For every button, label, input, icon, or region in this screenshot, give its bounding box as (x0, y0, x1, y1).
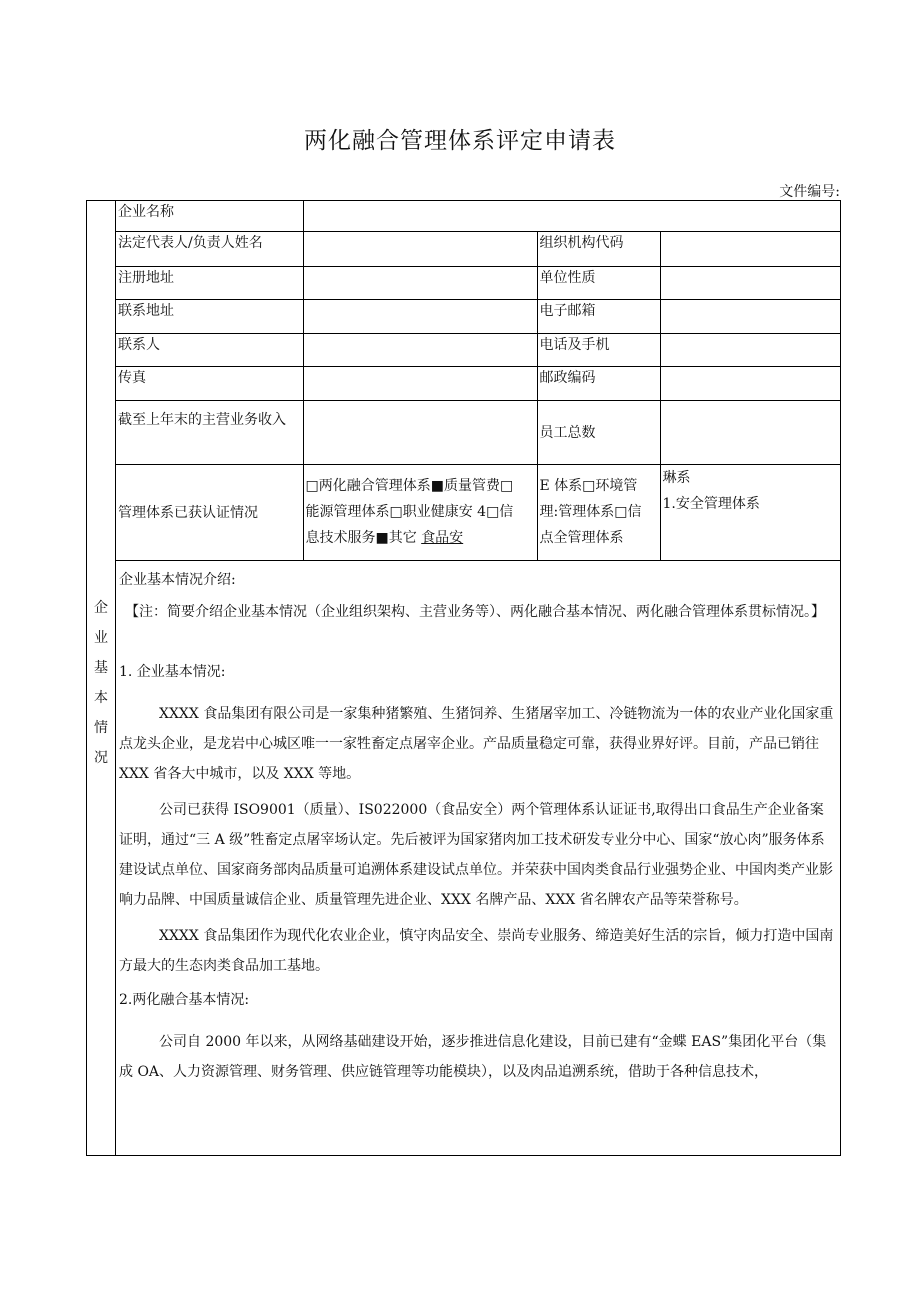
phone-label: 电话及手机 (537, 333, 660, 366)
table-row (116, 201, 841, 231)
company-intro-section (116, 560, 841, 1156)
company-name-field[interactable] (303, 201, 841, 231)
table-row (116, 366, 841, 400)
reg-address-label: 注册地址 (116, 266, 303, 299)
cert-options-col1: □两化融合管理体系■质量管费□ 能源管理体系□职业健康安 4□信 息技术服务■其它 食品安 (303, 464, 537, 560)
page-title: 两化融合管理体系评定申请表 (304, 128, 616, 154)
phone-field[interactable] (660, 333, 841, 366)
fax-field[interactable] (303, 366, 537, 400)
table-row (116, 333, 841, 366)
unit-nature-label: 单位性质 (537, 266, 660, 299)
contact-address-label: 联系地址 (116, 299, 303, 333)
section-1-paragraph: XXXX 食品集团有限公司是一家集种猪繁殖、生猪饲养、生猪屠宰加工、冷链物流为一体的农业产业化国家重点龙头企业，是龙岩中心城区唯一一家牲畜定点屠宰企业。产品质量稳定可靠，获得业界好评。目前，产品已销往 XXX 省各大中城市，以及 XXX 等地。 (119, 706, 834, 782)
table-row (116, 464, 841, 560)
org-code-label: 组织机构代码 (537, 231, 660, 266)
other-cert-value: 食品安 (421, 529, 464, 546)
intro-heading: 企业基本情况介绍: (119, 572, 236, 588)
section-1-paragraph: 公司已获得 ISO9001（质量）、IS022000（食品安全）两个管理体系认证证书,取得出口食品生产企业备案证明，通过“三 A 级”牲畜定点屠宰场认定。先后被评为国家猪肉加工技术研发专业分中心、国家“放心肉”服务体系建设试点单位、国家商务部肉品质量可追溯体系建设试点单位。并荣获中国肉类食品行业强势企业、中国肉类产业影响力品牌、中国质量诚信企业、质量管理先进企业、XXX 名牌产品、XXX 省名牌农产品等荣誉称号。 (119, 802, 833, 908)
org-code-field[interactable] (660, 231, 841, 266)
side-column (87, 201, 116, 1155)
legal-rep-field[interactable] (303, 231, 537, 266)
info-table (116, 201, 841, 561)
cert-status-label: 管理体系已获认证情况 (116, 464, 303, 560)
table-row (116, 266, 841, 299)
company-name-label: 企业名称 (116, 201, 303, 231)
email-label: 电子邮箱 (537, 299, 660, 333)
email-field[interactable] (660, 299, 841, 333)
cert-options-col2: E 体系□环境管 理:管理体系□信 点全管理体系 (537, 464, 660, 560)
section-2-paragraph: 公司自 2000 年以来，从网络基础建设开始，逐步推进信息化建设，目前已建有“金蝶 EAS”集团化平台（集成 OA、人力资源管理、财务管理、供应链管理等功能模块），以及肉品追溯系统，借助于各种信息技术， (119, 1034, 827, 1080)
contact-address-field[interactable] (303, 299, 537, 333)
contact-person-field[interactable] (303, 333, 537, 366)
reg-address-field[interactable] (303, 266, 537, 299)
employees-field[interactable] (660, 400, 841, 464)
employees-label: 员工总数 (537, 400, 660, 464)
section-1-title: 1. 企业基本情况: (119, 664, 226, 680)
table-row (116, 400, 841, 464)
document-number-label: 文件编号: (779, 184, 840, 200)
table-row (116, 231, 841, 266)
fax-label: 传真 (116, 366, 303, 400)
application-form (86, 200, 841, 1156)
unit-nature-field[interactable] (660, 266, 841, 299)
cert-options-col3: 琳系 1.安全管理体系 (660, 464, 841, 560)
revenue-label: 截至上年末的主营业务收入 (116, 400, 303, 464)
intro-note: 【注：简要介绍企业基本情况（企业组织架构、主营业务等）、两化融合基本情况、两化融合管理体系贯标情况。】 (125, 604, 825, 620)
postcode-field[interactable] (660, 366, 841, 400)
table-row (116, 299, 841, 333)
section-1-paragraph: XXXX 食品集团作为现代化农业企业，慎守肉品安全、崇尚专业服务、缔造美好生活的宗旨，倾力打造中国南方最大的生态肉类食品加工基地。 (119, 928, 834, 974)
contact-person-label: 联系人 (116, 333, 303, 366)
side-label: 企 业 基 本 情 况 (94, 600, 108, 766)
legal-rep-label: 法定代表人/负责人姓名 (116, 231, 303, 266)
postcode-label: 邮政编码 (537, 366, 660, 400)
revenue-field[interactable] (303, 400, 537, 464)
section-2-title: 2.两化融合基本情况: (119, 992, 250, 1008)
